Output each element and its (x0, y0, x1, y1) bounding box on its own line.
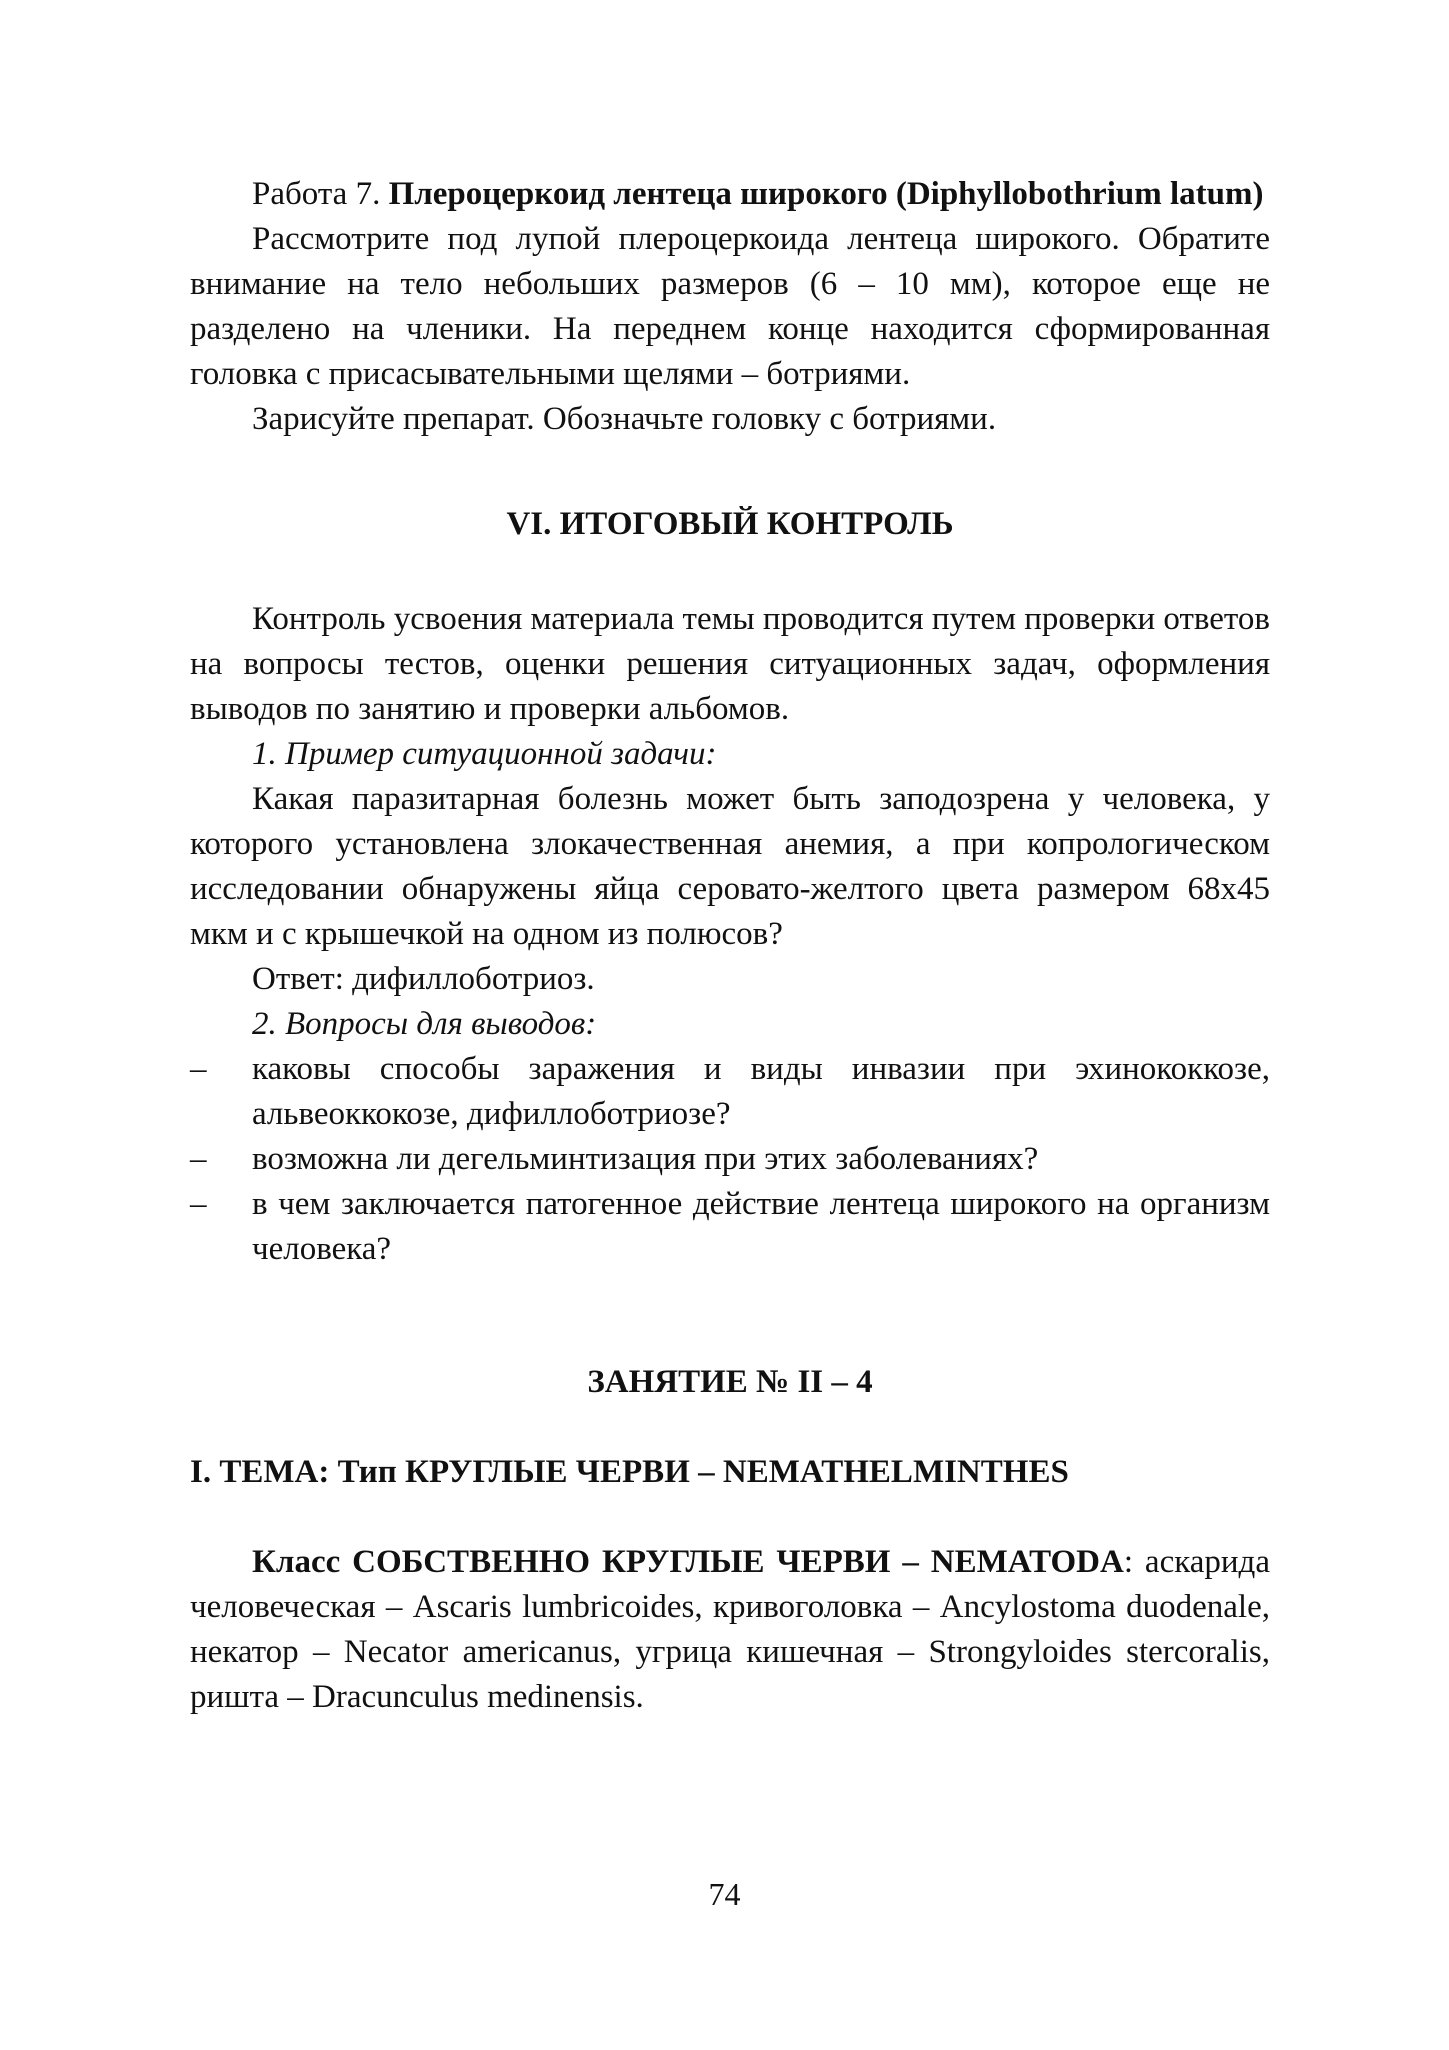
final-control-intro: Контроль усвоения материала темы проводится путем проверки ответов на вопросы тестов, оценки решения ситуационных задач, оформления выводов по занятию и проверки альбомов. (190, 601, 1270, 727)
dash-marker: – (190, 1051, 207, 1087)
document-page (190, 172, 1270, 1720)
dash-marker: – (190, 1186, 207, 1222)
class-text: аскарида человеческая – Ascaris lumbricoides, кривоголовка – Ancylostoma duodenale, некатор – Necator americanus, угрица кишечная – Strongyloides stercoralis, ришта – Dracunculus medinensis. (190, 1544, 1270, 1715)
question-item (190, 1182, 1270, 1272)
example-text: Какая паразитарная болезнь может быть заподозрена у человека, у которого установлена злокачественная анемия, а при копрологическом исследовании обнаружены яйца серовато-желтого цвета размером 68х45 мкм и с крышечкой на одном из полюсов? (190, 781, 1270, 952)
example-label: 1. Пример ситуационной задачи: (252, 736, 717, 772)
page-number: 74 (708, 1876, 741, 1912)
class-colon: : (1123, 1544, 1134, 1580)
work7-prefix: Работа 7. (252, 176, 389, 212)
work7-title: Плероцеркоид лентеца широкого (Diphyllobothrium latum) (388, 176, 1264, 212)
class-title: Класс СОБСТВЕННО КРУГЛЫЕ ЧЕРВИ – NEMATODA (252, 1544, 1124, 1580)
final-control-heading: VI. ИТОГОВЫЙ КОНТРОЛЬ (506, 506, 954, 542)
questions-label: 2. Вопросы для выводов: (252, 1006, 597, 1042)
work7-paragraph-1: Рассмотрите под лупой плероцеркоида лентеца широкого. Обратите внимание на тело небольших размеров (6 – 10 мм), которое еще не разделено на членики. На переднем конце находится сформированная головка с присасывательными щелями – ботриями. (190, 221, 1270, 392)
question-text: возможна ли дегельминтизация при этих заболеваниях? (252, 1141, 1039, 1177)
class-paragraph (190, 1540, 1270, 1720)
lesson-heading: ЗАНЯТИЕ № II – 4 (587, 1364, 873, 1400)
lesson-topic: I. ТЕМА: Тип КРУГЛЫЕ ЧЕРВИ – NEMATHELMINTHES (190, 1454, 1069, 1490)
dash-marker: – (190, 1141, 207, 1177)
work7-paragraph-2: Зарисуйте препарат. Обозначьте головку с ботриями. (252, 401, 997, 437)
example-answer: Ответ: дифиллоботриоз. (252, 961, 595, 997)
question-text: в чем заключается патогенное действие лентеца широкого на организм человека? (252, 1186, 1270, 1267)
question-item (190, 1137, 1270, 1182)
question-item (190, 1047, 1270, 1137)
question-text: каковы способы заражения и виды инвазии при эхинококкозе, альвеоккокозе, дифиллоботриозе? (252, 1051, 1270, 1132)
work7-title-paragraph (190, 172, 1270, 217)
